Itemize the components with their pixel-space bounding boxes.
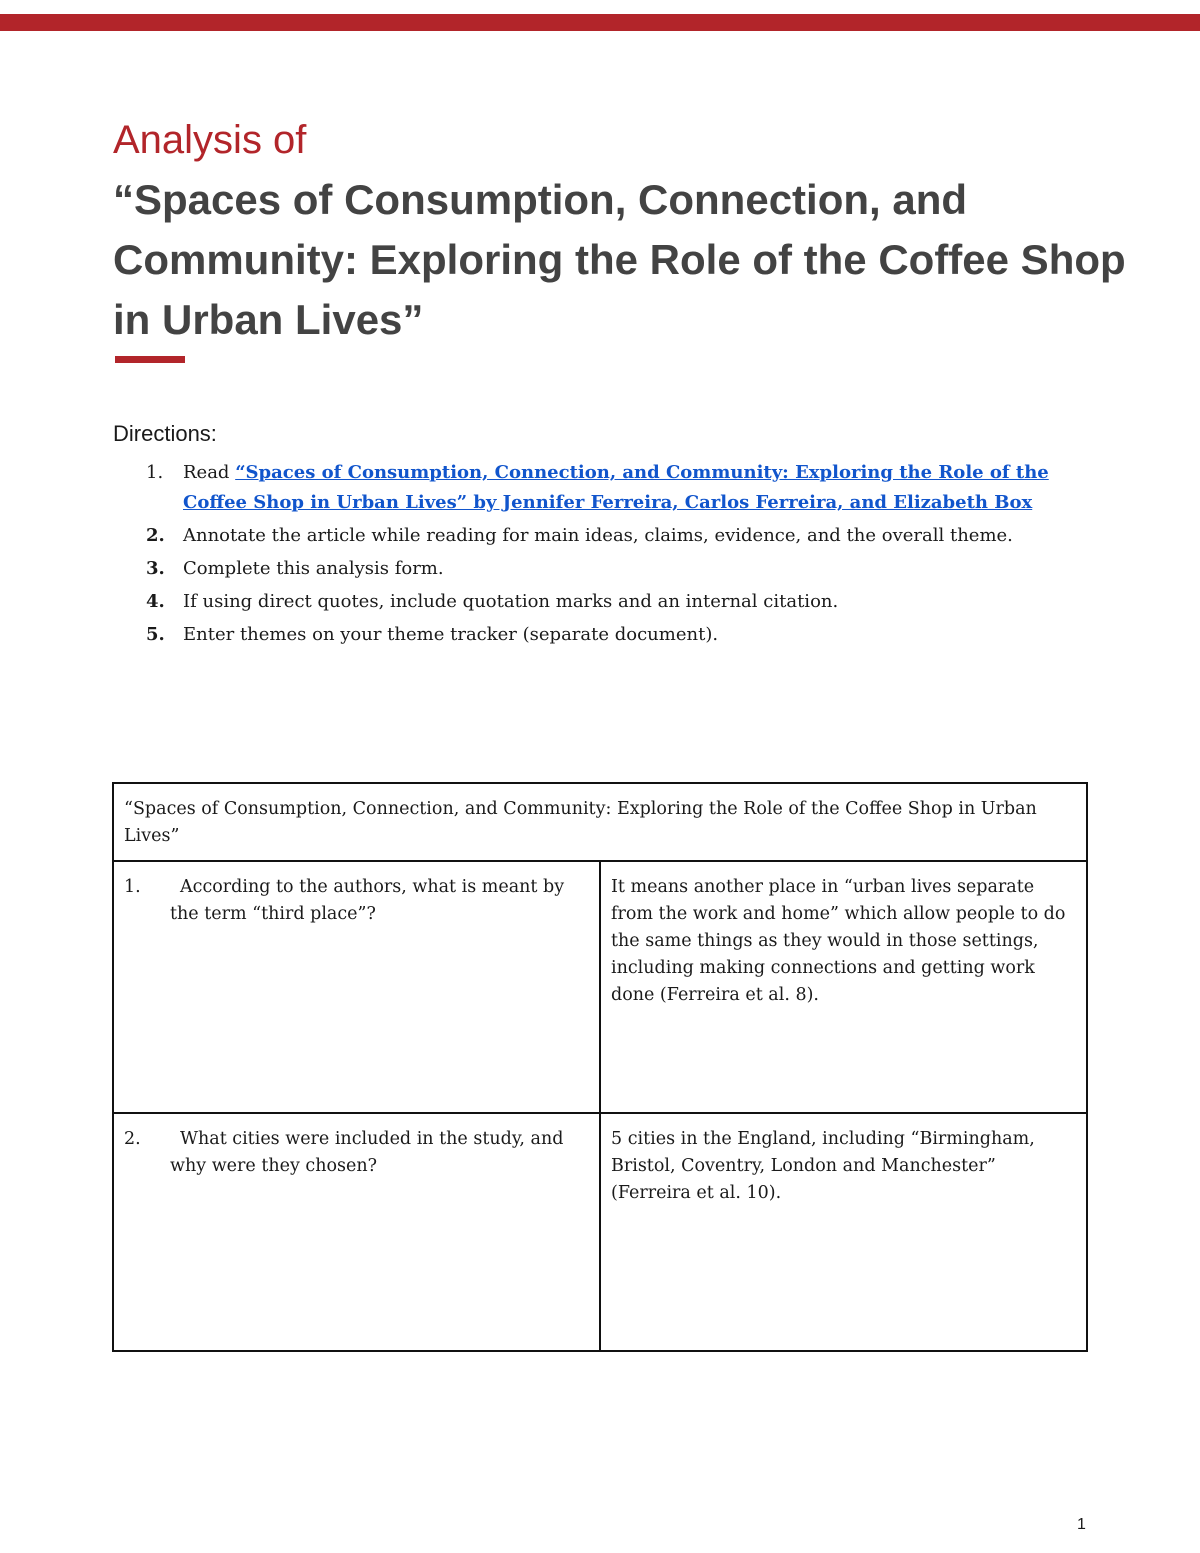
question-text: According to the authors, what is meant by the term “third place”? xyxy=(170,877,565,924)
analysis-table xyxy=(112,782,1088,1352)
directions-item-2 xyxy=(113,521,1093,551)
document-title: “Spaces of Consumption, Connection, and Community: Exploring the Role of the Coffee Shop in Urban Lives” xyxy=(113,176,1126,343)
question-cell xyxy=(113,861,600,1113)
directions-item-number: 4. xyxy=(146,591,165,612)
table-row xyxy=(113,861,1087,1113)
table-header-cell: “Spaces of Consumption, Connection, and Community: Exploring the Role of the Coffee Shop in Urban Lives” xyxy=(113,783,1087,861)
title-prefix: Analysis of xyxy=(113,118,307,162)
directions-item-number: 1. xyxy=(146,462,164,483)
directions-item-text: If using direct quotes, include quotation marks and an internal citation. xyxy=(183,591,839,612)
directions-item-text: Annotate the article while reading for main ideas, claims, evidence, and the overall theme. xyxy=(183,525,1013,546)
directions-item-number: 3. xyxy=(146,558,165,579)
question-text: What cities were included in the study, and why were they chosen? xyxy=(170,1129,564,1176)
page-number: 1 xyxy=(1077,1516,1086,1533)
answer-cell[interactable]: 5 cities in the England, including “Birmingham, Bristol, Coventry, London and Manchester” (Ferreira et al. 10). xyxy=(600,1113,1087,1351)
question-cell xyxy=(113,1113,600,1351)
directions-item-text: Complete this analysis form. xyxy=(183,558,444,579)
table-row xyxy=(113,1113,1087,1351)
directions-item-5 xyxy=(113,620,1093,650)
top-accent-bar xyxy=(0,14,1200,31)
directions-item-3 xyxy=(113,554,1093,584)
title-underline-rule xyxy=(115,356,185,363)
directions-list xyxy=(113,458,1093,653)
question-number: 2. xyxy=(124,1129,141,1149)
directions-item-number: 5. xyxy=(146,624,165,645)
answer-cell[interactable]: It means another place in “urban lives separate from the work and home” which allow people to do the same things as they would in those settings, including making connections and getting work done (Ferreira et al. 8). xyxy=(600,861,1087,1113)
table-header-row xyxy=(113,783,1087,861)
directions-heading: Directions: xyxy=(113,421,217,446)
directions-item-number: 2. xyxy=(146,525,165,546)
question-number: 1. xyxy=(124,877,141,897)
directions-item-1 xyxy=(113,458,1093,518)
article-link[interactable]: “Spaces of Consumption, Connection, and Community: Exploring the Role of the Coffee Shop in Urban Lives” by Jennifer Ferreira, Carlos Ferreira, and Elizabeth Box xyxy=(183,462,1049,513)
directions-item-4 xyxy=(113,587,1093,617)
directions-item-text: Enter themes on your theme tracker (separate document). xyxy=(183,624,719,645)
directions-item-text: Read xyxy=(183,462,236,483)
